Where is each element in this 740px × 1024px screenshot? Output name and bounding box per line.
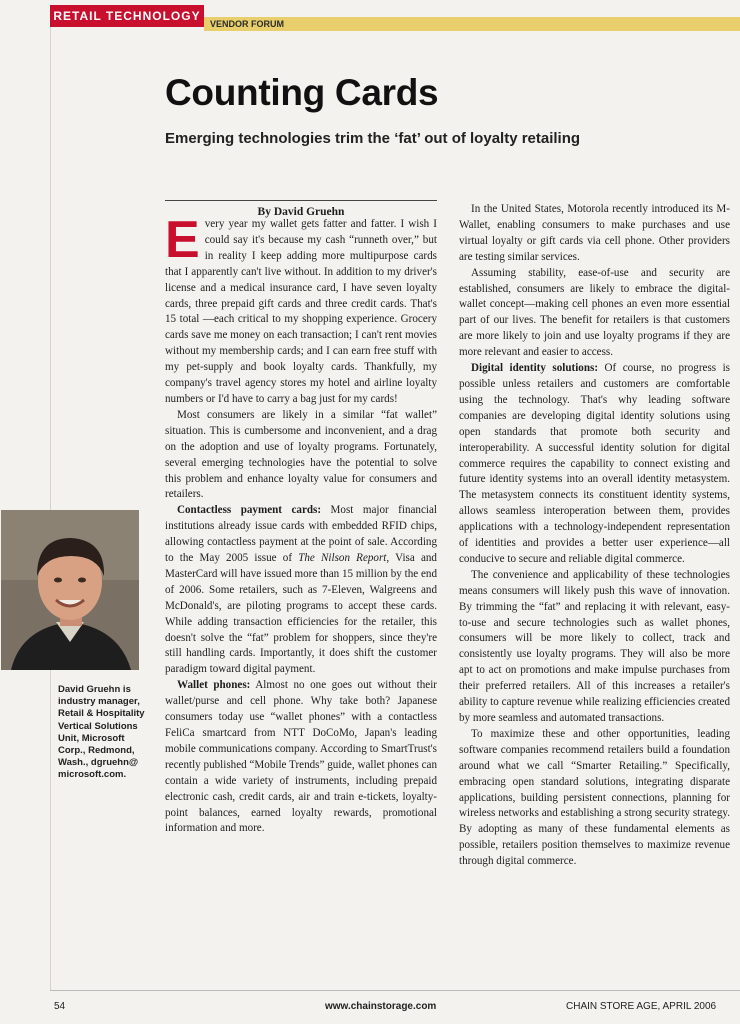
paragraph-7 (459, 361, 730, 568)
subhead-digital-identity: Digital identity solutions: (471, 362, 599, 375)
paragraph-9: To maximize these and other opportunities, leading software companies recommend retailers build a foundation around what we call “Smarter Retailing.” Specifically, embracing open standard solutions, integrating disparate applications, building persistent connections, planning for wireless networks and establishing a strong security strategy. By adopting as many of these fundamental elements as possible, retailers position themselves to maximize revenue through digital commerce. (459, 727, 730, 868)
left-margin-rule (50, 27, 51, 990)
subhead-wallet-phones: Wallet phones: (177, 679, 251, 692)
issue-info: CHAIN STORE AGE, APRIL 2006 (566, 1001, 717, 1012)
article-title: Counting Cards (165, 72, 439, 113)
subsection-label: VENDOR FORUM (204, 17, 740, 31)
paragraph-4 (165, 678, 437, 837)
subhead-contactless: Contactless payment cards: (177, 504, 322, 517)
drop-cap: E (165, 211, 200, 269)
article-subtitle: Emerging technologies trim the ‘fat’ out of loyalty retailing (165, 130, 581, 147)
paragraph-8: The convenience and applicability of these technologies means consumers will likely push this wave of innovation. By trimming the “fat” and replacing it with relevant, easy-to-use and secure technologies such as wallet phones, consumers will be more likely to collect, track and consistently use loyalty programs. They will also be more apt to act on promotions and make impulse purchases from their preferred retailers. All of this increases a retailer's ability to capture revenue while realizing efficiencies created by more seamless and automated transactions. (459, 568, 730, 724)
byline: By David Gruehn (165, 200, 437, 218)
page-number: 54 (54, 1001, 66, 1012)
paragraph-4-text: Almost no one goes out without their wallet/purse and cell phone. Why take both? Japanese consumers today use “wallet phones” with a contactless FeliCa smartcard from NTT DoCoMo, Japan's leading mobile communications company. According to SmartTrust's recently published “Mobile Trends” guide, wallet phones can contain a wide variety of instruments, including prepaid electronic cash, credit cards, air and train e-tickets, loyalty-point balances, earned loyalty rewards, promotional information and more. (165, 679, 437, 835)
author-photo (1, 510, 139, 670)
paragraph-3-text-a: Most major financial institutions already issue cards with embedded RFID chips, allowing contactless payment at the point of sale. According to the May 2005 issue of (165, 504, 437, 565)
publication-name: The Nilson Report, (298, 552, 390, 565)
article-column-2 (459, 202, 730, 870)
footer-rule (50, 990, 740, 991)
paragraph-7-text: Of course, no progress is possible unless retailers and customers are comfortable using the technology. That's why leading software companies are developing digital identity solutions using open standards that promote both security and interoperability. A successful identity solution for digital commerce requires the capability to connect existing and future identity systems into an overall identity metasystem. The metasystem connects its constituent identity systems, allows seamless interoperation between them, provides applications with a technology-independent representation of identities and provides a better user experience—all conducive to secure and reliable digital commerce. (459, 362, 730, 565)
paragraph-6: Assuming stability, ease-of-use and security are established, consumers are likely to embrace the digital-wallet concept—making cell phones an even more essential part of our lives. The benefit for retailers is that customers are more likely to join and use loyalty programs if they are more relevant and easier to access. (459, 266, 730, 359)
paragraph-5: In the United States, Motorola recently introduced its M-Wallet, enabling consumers to make purchases and use virtual loyalty or gift cards via cell phone. Other providers are testing similar services. (459, 203, 730, 263)
author-caption: David Gruehn is industry manager, Retail & Hospitality Vertical Solutions Unit, Microsoft Corp., Redmond, Wash., dgruehn@ microsoft.com. (58, 684, 145, 781)
paragraph-2: Most consumers are likely in a similar “fat wallet” situation. This is cumbersome and inconvenient, and a drag on the adoption and use of loyalty programs. Fortunately, several emerging technologies have the potential to solve this problem and enhance loyalty value for consumers and retailers. (165, 408, 437, 501)
author-portrait-illustration (1, 510, 139, 670)
paragraph-3 (165, 503, 437, 678)
paragraph-3-text-b: Visa and MasterCard will have issued more than 15 million by the end of 2006. Some retailers, such as 7-Eleven, Walgreens and McDonald's, are piloting programs to accept these cards. While adding transaction efficiencies for the retailer, this doesn't solve the “fat” problem for shoppers, since they're still handling cards. Importantly, it does shift the customer paradigm toward digital payment. (165, 552, 437, 676)
paragraph-1-text: very year my wallet gets fatter and fatter. I wish I could say it's because my cash “runneth over,” but in reality I keep adding more multipurpose cards that I apparently can't live without. In addition to my driver's license and a medical insurance card, I have seven loyalty cards, three prepaid gift cards and three credit cards. That's 15 total —each critical to my shopping experience. Grocery cards save me money on each transaction; I can't rent movies without my membership cards; and I can earn free stuff with my pet-supply and book loyalty cards. Thankfully, my company's travel agency stores my hotel and airline loyalty numbers or I'd have to carry a bag just for my cards! (165, 218, 437, 405)
footer-url: www.chainstorage.com (325, 1001, 437, 1012)
section-label: RETAIL TECHNOLOGY (50, 5, 204, 27)
